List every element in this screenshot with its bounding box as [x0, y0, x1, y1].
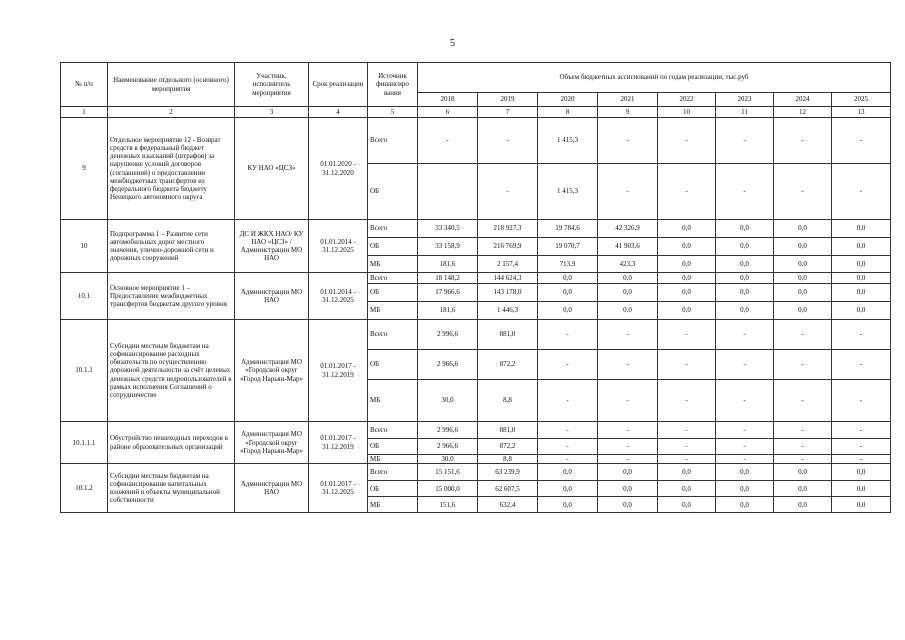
row-value: 1 415,3	[538, 164, 598, 220]
column-number: 8	[538, 107, 598, 118]
column-number: 9	[598, 107, 658, 118]
row-value: 632,4	[478, 497, 538, 513]
row-value: -	[658, 422, 716, 439]
year-header: 2020	[538, 93, 598, 107]
row-value: 713,9	[538, 256, 598, 273]
row-value: 0,0	[538, 481, 598, 497]
row-value: -	[658, 164, 716, 220]
row-participant: ДС И ЖКХ НАО/ КУ НАО «ЦСЗ» / Администрации МО НАО	[235, 220, 309, 273]
row-source: Всего	[368, 422, 418, 439]
row-value: 0,0	[658, 302, 716, 320]
row-value: 0,0	[716, 497, 774, 513]
row-value: -	[832, 164, 891, 220]
row-term: 01.01.2017 - 31.12.2019	[309, 320, 368, 422]
row-value: 0,0	[774, 284, 832, 302]
row-value: 0,0	[832, 220, 891, 238]
row-value: -	[538, 320, 598, 350]
row-value: 0,0	[658, 481, 716, 497]
row-value: -	[538, 380, 598, 422]
row-value: 0,0	[832, 284, 891, 302]
row-value: 1 415,3	[538, 118, 598, 164]
row-value: 2 966,6	[418, 439, 478, 455]
row-source: Всего	[368, 220, 418, 238]
row-value: -	[832, 422, 891, 439]
row-number: 10.1	[61, 273, 108, 320]
row-source: Всего	[368, 320, 418, 350]
year-header: 2025	[832, 93, 891, 107]
row-value: 0,0	[658, 284, 716, 302]
row-value: -	[774, 422, 832, 439]
row-source: МБ	[368, 380, 418, 422]
row-value: -	[832, 118, 891, 164]
column-number: 5	[368, 107, 418, 118]
row-value: 0,0	[832, 238, 891, 256]
row-value: -	[716, 350, 774, 380]
table-row	[61, 320, 891, 350]
row-value: 0,0	[658, 238, 716, 256]
row-value: -	[418, 118, 478, 164]
row-name: Субсидии местным бюджетам на софинансирование капитальных вложений в объекты муниципальной собственности	[108, 464, 235, 513]
row-value: 0,0	[658, 256, 716, 273]
row-value: 0,0	[538, 497, 598, 513]
row-value: 0,0	[716, 464, 774, 481]
row-value: -	[598, 350, 658, 380]
column-number: 7	[478, 107, 538, 118]
year-header: 2019	[478, 93, 538, 107]
row-value: 17 966,6	[418, 284, 478, 302]
row-term: 01.01.2020 - 31.12.2020	[309, 118, 368, 220]
row-value: -	[716, 320, 774, 350]
row-participant: Администрации МО НАО	[235, 464, 309, 513]
header-term: Срок реализации	[309, 63, 368, 107]
row-value: -	[774, 118, 832, 164]
row-term: 01.01.2017 - 31.12.2019	[309, 422, 368, 464]
row-source: МБ	[368, 302, 418, 320]
row-value: 872,2	[478, 439, 538, 455]
row-value: -	[832, 380, 891, 422]
row-value: -	[774, 350, 832, 380]
row-value: 8,8	[478, 455, 538, 464]
year-header: 2023	[716, 93, 774, 107]
column-number: 11	[716, 107, 774, 118]
column-numbers-row	[61, 107, 891, 118]
row-value: 2 996,6	[418, 320, 478, 350]
header-source: Источник финансиро вания	[368, 63, 418, 107]
row-source: Всего	[368, 273, 418, 284]
row-value: 0,0	[716, 273, 774, 284]
row-value: -	[774, 439, 832, 455]
row-value: -	[598, 422, 658, 439]
row-source: ОБ	[368, 238, 418, 256]
row-value: -	[538, 350, 598, 380]
row-source: Всего	[368, 118, 418, 164]
row-value: -	[598, 164, 658, 220]
row-value: 0,0	[774, 481, 832, 497]
row-value: 0,0	[598, 302, 658, 320]
row-number: 10.1.1	[61, 320, 108, 422]
row-term: 01.01.2014 - 31.12.2025	[309, 273, 368, 320]
row-value: 0,0	[716, 481, 774, 497]
row-source: МБ	[368, 455, 418, 464]
row-value: 19 070,7	[538, 238, 598, 256]
row-value: 30,0	[418, 455, 478, 464]
row-value: 872,2	[478, 350, 538, 380]
column-number: 13	[832, 107, 891, 118]
header-num: № п/п	[61, 63, 108, 107]
row-value: -	[538, 455, 598, 464]
row-number: 10.1.1.1	[61, 422, 108, 464]
row-value: 151,6	[418, 497, 478, 513]
header-name: Наименование отдельного (основного) мероприятия	[108, 63, 235, 107]
row-value: -	[716, 118, 774, 164]
row-value: 0,0	[716, 256, 774, 273]
row-value: -	[832, 439, 891, 455]
row-source: ОБ	[368, 350, 418, 380]
row-value: 0,0	[832, 464, 891, 481]
row-value: -	[716, 455, 774, 464]
row-value: 18 148,2	[418, 273, 478, 284]
row-value: -	[716, 422, 774, 439]
row-value: 881,0	[478, 320, 538, 350]
row-value: 0,0	[716, 238, 774, 256]
row-value: 143 178,0	[478, 284, 538, 302]
row-value: 181,6	[418, 302, 478, 320]
row-value: 216 769,9	[478, 238, 538, 256]
row-value: 0,0	[774, 302, 832, 320]
row-value: 881,0	[478, 422, 538, 439]
column-number: 1	[61, 107, 108, 118]
row-source: МБ	[368, 497, 418, 513]
row-participant: Администрация МО «Городской округ «Город Нарьян-Мар»	[235, 320, 309, 422]
row-value: 0,0	[598, 497, 658, 513]
row-name: Основное мероприятие 1 – Предоставление межбюджетных трансфертов бюджетам другого уровня	[108, 273, 235, 320]
row-value: 33 340,5	[418, 220, 478, 238]
row-value: 0,0	[538, 273, 598, 284]
row-value: 62 607,5	[478, 481, 538, 497]
row-name: Субсидии местным бюджетам на софинансирование расходных обязательств по осуществлению дорожной деятельности за счёт целевых денежных средств недропользователей в рамках исполнения Соглашений о сотрудничестве	[108, 320, 235, 422]
row-value: 0,0	[832, 481, 891, 497]
row-value: -	[598, 320, 658, 350]
row-source: МБ	[368, 256, 418, 273]
row-value: -	[832, 455, 891, 464]
budget-table	[60, 62, 891, 513]
row-value: 0,0	[774, 273, 832, 284]
row-value: 0,0	[538, 464, 598, 481]
row-value: -	[716, 439, 774, 455]
row-value: 0,0	[598, 284, 658, 302]
row-source: Всего	[368, 464, 418, 481]
row-value: 0,0	[716, 284, 774, 302]
row-value: 0,0	[658, 497, 716, 513]
row-source: ОБ	[368, 439, 418, 455]
page-number: 5	[450, 38, 455, 49]
row-value: -	[774, 380, 832, 422]
row-value: 0,0	[832, 302, 891, 320]
row-value: 0,0	[658, 220, 716, 238]
row-value: -	[478, 118, 538, 164]
row-value: 181,6	[418, 256, 478, 273]
row-name: Обустройство пешеходных переходов в районе образовательных организаций	[108, 422, 235, 464]
row-value: -	[658, 380, 716, 422]
row-name: Отдельное мероприятие 12 - Возврат средств в федеральный бюджет денежных взысканий (штрафов) за нарушение условий договоров (соглашений) о предоставлении межбюджетных трансфертов из федерального бюджета бюджету Ненецкого автономного округа	[108, 118, 235, 220]
header-volume: Объем бюджетных ассигнований по годам реализации, тыс.руб	[418, 63, 891, 93]
row-value: 15 000,0	[418, 481, 478, 497]
row-value: -	[658, 439, 716, 455]
row-value: -	[538, 439, 598, 455]
row-value: 33 158,9	[418, 238, 478, 256]
row-name: Подпрограмма 1 – Развитие сети автомобильных дорог местного значения, улично-дорожной сети и дорожных сооружений	[108, 220, 235, 273]
column-number: 2	[108, 107, 235, 118]
row-value: 0,0	[774, 220, 832, 238]
row-value: -	[716, 164, 774, 220]
row-value: 1 446,3	[478, 302, 538, 320]
row-value: -	[774, 164, 832, 220]
row-value: -	[774, 455, 832, 464]
header-row	[61, 63, 891, 93]
row-participant: Администрации МО НАО	[235, 273, 309, 320]
column-number: 12	[774, 107, 832, 118]
row-value	[418, 164, 478, 220]
column-number: 6	[418, 107, 478, 118]
row-value: -	[658, 455, 716, 464]
row-value: 0,0	[832, 256, 891, 273]
table-row	[61, 220, 891, 238]
row-value: -	[832, 320, 891, 350]
row-value: 0,0	[598, 464, 658, 481]
row-value: -	[658, 118, 716, 164]
header-participant: Участник, исполнитель мероприятия	[235, 63, 309, 107]
row-number: 9	[61, 118, 108, 220]
row-value: -	[716, 380, 774, 422]
row-value: 2 966,6	[418, 350, 478, 380]
row-value: 2 996,6	[418, 422, 478, 439]
row-source: ОБ	[368, 481, 418, 497]
row-value: 0,0	[538, 302, 598, 320]
row-value: 42 326,9	[598, 220, 658, 238]
column-number: 10	[658, 107, 716, 118]
year-header: 2022	[658, 93, 716, 107]
row-number: 10	[61, 220, 108, 273]
row-value: 0,0	[598, 273, 658, 284]
row-value: 30,0	[418, 380, 478, 422]
row-value: 0,0	[774, 464, 832, 481]
row-value: -	[598, 439, 658, 455]
row-value: 0,0	[538, 284, 598, 302]
row-value: 2 157,4	[478, 256, 538, 273]
row-value: 218 927,3	[478, 220, 538, 238]
row-source: ОБ	[368, 284, 418, 302]
row-value: 0,0	[774, 256, 832, 273]
row-value: -	[598, 380, 658, 422]
row-value: 0,0	[658, 464, 716, 481]
row-participant: Администрация МО «Городской округ «Город Нарьян-Мар»	[235, 422, 309, 464]
row-value: 0,0	[716, 302, 774, 320]
row-value: 0,0	[716, 220, 774, 238]
row-value: -	[774, 320, 832, 350]
row-value: 63 239,9	[478, 464, 538, 481]
year-header: 2018	[418, 93, 478, 107]
row-term: 01.01.2014 - 31.12.2025	[309, 220, 368, 273]
row-value: -	[478, 164, 538, 220]
row-source: ОБ	[368, 164, 418, 220]
row-value: 19 784,6	[538, 220, 598, 238]
column-number: 4	[309, 107, 368, 118]
row-value: -	[658, 350, 716, 380]
table-row	[61, 118, 891, 164]
row-value: 0,0	[658, 273, 716, 284]
column-number: 3	[235, 107, 309, 118]
row-value: 0,0	[774, 497, 832, 513]
row-value: 0,0	[832, 273, 891, 284]
row-value: 0,0	[832, 497, 891, 513]
row-value: -	[658, 320, 716, 350]
year-header: 2021	[598, 93, 658, 107]
row-value: 0,0	[774, 238, 832, 256]
row-value: -	[538, 422, 598, 439]
row-value: -	[832, 350, 891, 380]
row-value: 41 903,6	[598, 238, 658, 256]
row-value: -	[598, 118, 658, 164]
year-header: 2024	[774, 93, 832, 107]
row-value: 144 624,3	[478, 273, 538, 284]
row-participant: КУ НАО «ЦСЗ»	[235, 118, 309, 220]
row-value: -	[598, 455, 658, 464]
table-row	[61, 464, 891, 481]
table-row	[61, 422, 891, 439]
row-value: 0,0	[598, 481, 658, 497]
row-term: 01.01.2017 - 31.12.2025	[309, 464, 368, 513]
row-number: 10.1.2	[61, 464, 108, 513]
row-value: 15 151,6	[418, 464, 478, 481]
table-row	[61, 273, 891, 284]
row-value: 8,8	[478, 380, 538, 422]
row-value: 423,3	[598, 256, 658, 273]
